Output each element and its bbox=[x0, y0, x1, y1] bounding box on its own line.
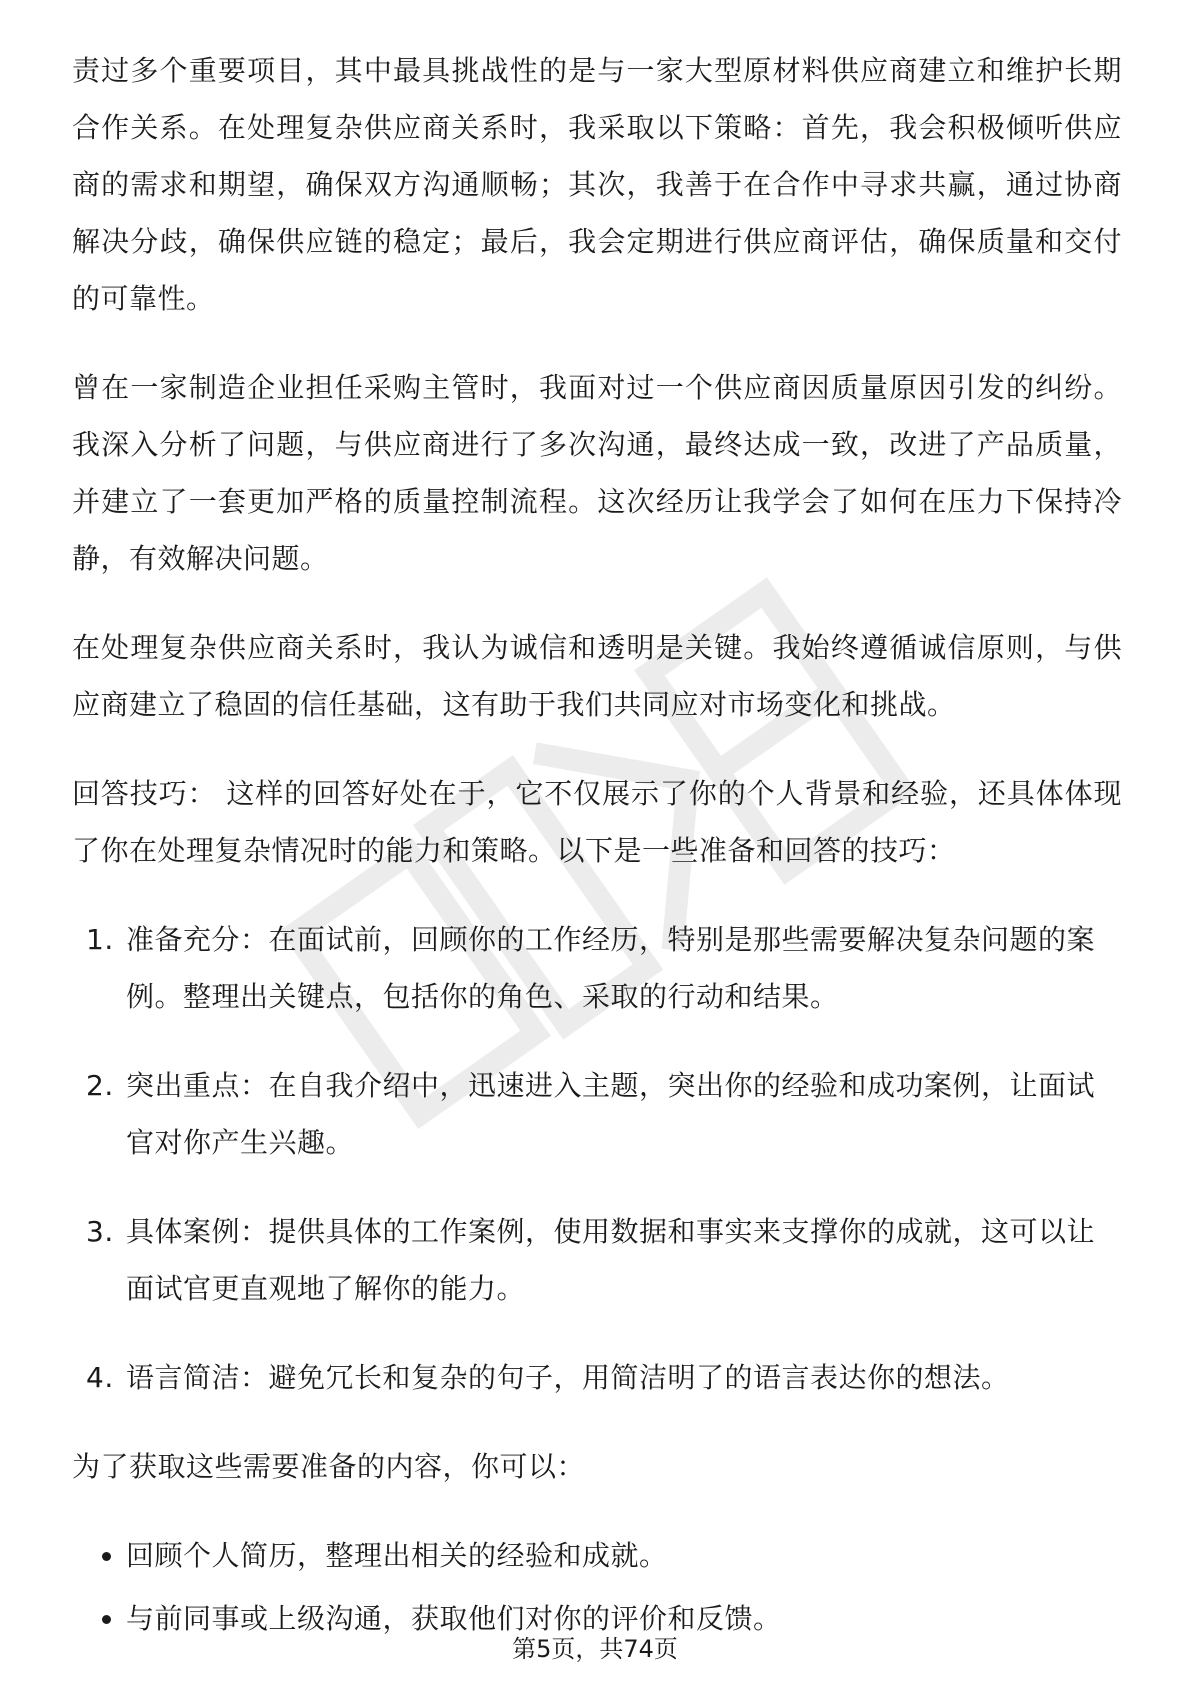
list-item-text: 准备充分：在面试前，回顾你的工作经历，特别是那些需要解决复杂问题的案例。整理出关键点，包括你的角色、采取的行动和结果。 bbox=[126, 923, 1096, 1013]
paragraph-preparation: 为了获取这些需要准备的内容，你可以： bbox=[72, 1450, 586, 1483]
page-footer bbox=[0, 1634, 1190, 1664]
main-content bbox=[72, 42, 1122, 1653]
list-item bbox=[72, 1203, 1122, 1317]
list-number: 2. bbox=[86, 1069, 114, 1102]
bullet-icon bbox=[102, 1552, 111, 1561]
list-number: 4. bbox=[86, 1361, 114, 1394]
paragraph-supplier-experience: 责过多个重要项目，其中最具挑战性的是与一家大型原材料供应商建立和维护长期合作关系。在处理复杂供应商关系时，我采取以下策略：首先，我会积极倾听供应商的需求和期望，确保双方沟通顺畅；其次，我善于在合作中寻求共赢，通过协商解决分歧，确保供应链的稳定；最后，我会定期进行供应商评估，确保质量和交付的可靠性。 bbox=[72, 54, 1122, 315]
list-item-text: 语言简洁：避免冗长和复杂的句子，用简洁明了的语言表达你的想法。 bbox=[126, 1361, 1010, 1394]
list-item bbox=[72, 1527, 1122, 1584]
page-number: 第5页，共74页 bbox=[512, 1635, 678, 1663]
list-item-text: 突出重点：在自我介绍中，迅速进入主题，突出你的经验和成功案例，让面试官对你产生兴趣。 bbox=[126, 1069, 1096, 1159]
list-item bbox=[72, 911, 1122, 1025]
list-item-text: 回顾个人简历，整理出相关的经验和成就。 bbox=[126, 1539, 668, 1572]
list-number: 3. bbox=[86, 1215, 114, 1248]
list-number: 1. bbox=[86, 923, 114, 956]
list-item bbox=[72, 1349, 1122, 1406]
bullet-icon bbox=[102, 1615, 111, 1624]
paragraph-answer-tips: 回答技巧： 这样的回答好处在于，它不仅展示了你的个人背景和经验，还具体体现了你在处理复杂情况时的能力和策略。以下是一些准备和回答的技巧： bbox=[72, 777, 1122, 867]
paragraph-dispute-case: 曾在一家制造企业担任采购主管时，我面对过一个供应商因质量原因引发的纠纷。我深入分析了问题，与供应商进行了多次沟通，最终达成一致，改进了产品质量，并建立了一套更加严格的质量控制流程。这次经历让我学会了如何在压力下保持冷静，有效解决问题。 bbox=[72, 371, 1122, 575]
list-item bbox=[72, 1057, 1122, 1171]
list-item-text: 具体案例：提供具体的工作案例，使用数据和事实来支撑你的成就，这可以让面试官更直观地了解你的能力。 bbox=[126, 1215, 1096, 1305]
bullet-list bbox=[72, 1527, 1122, 1647]
numbered-tips-list bbox=[72, 911, 1122, 1406]
paragraph-integrity: 在处理复杂供应商关系时，我认为诚信和透明是关键。我始终遵循诚信原则，与供应商建立了稳固的信任基础，这有助于我们共同应对市场变化和挑战。 bbox=[72, 631, 1122, 721]
list-item-text: 与前同事或上级沟通，获取他们对你的评价和反馈。 bbox=[126, 1602, 782, 1635]
